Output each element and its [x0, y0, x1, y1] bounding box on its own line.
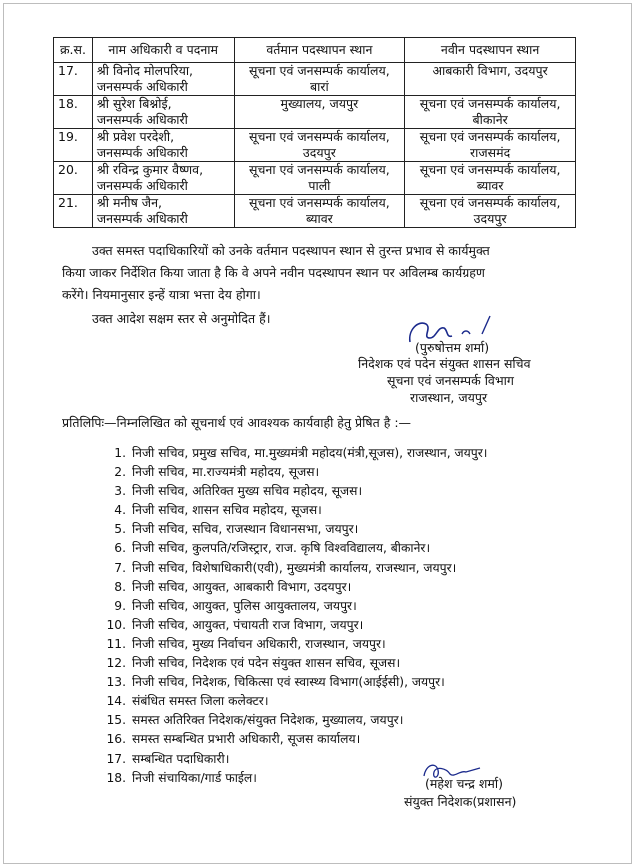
current-city: पाली	[308, 178, 331, 193]
joint-director-title: संयुक्त निदेशक(प्रशासन)	[404, 794, 517, 809]
list-item: 1. निजी सचिव, प्रमुख सचिव, मा.मुख्यमंत्री महोदय(मंत्री,सूजस), राजस्थान, जयपुर।	[114, 446, 488, 460]
list-item: 6. निजी सचिव, कुलपति/रजिस्ट्रार, राज. कृषि विश्वविद्यालय, बीकानेर।	[114, 541, 431, 556]
serial-cell: 17.	[54, 63, 93, 96]
list-item: 10. निजी सचिव, आयुक्त, पंचायती राज विभाग, जयपुर।	[106, 617, 364, 632]
current-city: बारां	[310, 79, 329, 94]
name-cell	[92, 195, 234, 228]
new-city: बीकानेर	[472, 112, 508, 127]
new-city: राजसमंद	[470, 145, 511, 160]
new-city: ब्यावर	[476, 178, 504, 193]
list-item: 18. निजी संचायिका/गार्ड फाईल।	[106, 770, 257, 785]
list-item: 9. निजी सचिव, आयुक्त, पुलिस आयुक्तालय, जयपुर।	[114, 598, 357, 613]
officer-designation: जनसम्पर्क अधिकारी	[96, 211, 188, 226]
list-item: 5. निजी सचिव, सचिव, राजस्थान विधानसभा, जयपुर।	[114, 522, 359, 537]
director-department: सूचना एवं जनसम्पर्क विभाग	[387, 373, 514, 388]
new-office: सूचना एवं जनसम्पर्क कार्यालय,	[419, 162, 561, 177]
serial-cell: 20.	[54, 162, 93, 195]
officer-designation: जनसम्पर्क अधिकारी	[96, 145, 188, 160]
new-office: सूचना एवं जनसम्पर्क कार्यालय,	[419, 129, 561, 144]
copy-to-heading: प्रतिलिपिः—निम्नलिखित को सूचनार्थ एवं आवश्यक कार्यवाही हेतु प्रेषित है :—	[62, 415, 412, 430]
officer-name: श्री मनीष जैन,	[96, 195, 162, 210]
new-office: आबकारी विभाग, उदयपुर	[432, 63, 548, 78]
name-cell	[92, 63, 234, 96]
serial-cell: 21.	[54, 195, 93, 228]
list-item: 17. सम्बन्धित पदाधिकारी।	[106, 751, 230, 766]
director-name: (पुरुषोत्तम शर्मा)	[415, 340, 490, 355]
name-cell	[92, 162, 234, 195]
current-city: उदयपुर	[302, 145, 336, 160]
new-office: सूचना एवं जनसम्पर्क कार्यालय,	[419, 96, 561, 111]
list-item: 2. निजी सचिव, मा.राज्यमंत्री महोदय, सूजस।	[114, 465, 320, 480]
current-posting-cell	[234, 96, 405, 129]
list-item: 16. समस्त सम्बन्धित प्रभारी अधिकारी, सूजस कार्यालय।	[106, 732, 361, 747]
serial-cell: 19.	[54, 129, 93, 162]
officer-designation: जनसम्पर्क अधिकारी	[96, 112, 188, 127]
new-posting-cell	[405, 162, 576, 195]
copy-recipient-list	[104, 444, 487, 788]
director-title: निदेशक एवं पदेन संयुक्त शासन सचिव	[358, 356, 531, 371]
list-item: 7. निजी सचिव, विशेषाधिकारी(एवी), मुख्यमंत्री कार्यालय, राजस्थान, जयपुर।	[114, 560, 457, 575]
officer-designation: जनसम्पर्क अधिकारी	[96, 178, 188, 193]
list-item: 14. संबंधित समस्त जिला कलेक्टर।	[106, 694, 269, 709]
list-item: 15. समस्त अतिरिक्त निदेशक/संयुक्त निदेशक, मुख्यालय, जयपुर।	[106, 713, 404, 728]
list-item: 3. निजी सचिव, अतिरिक्त मुख्य सचिव महोदय, सूजस।	[114, 484, 363, 499]
table-row	[54, 195, 576, 228]
new-posting-cell	[405, 129, 576, 162]
officer-name: श्री प्रवेश परदेशी,	[96, 129, 175, 144]
name-cell	[92, 129, 234, 162]
header-current-posting: वर्तमान पदस्थापन स्थान	[234, 38, 405, 63]
joint-director-name: (महेश चन्द्र शर्मा)	[425, 776, 503, 791]
current-office: मुख्यालय, जयपुर	[280, 96, 359, 111]
list-item: 12. निजी सचिव, निदेशक एवं पदेन संयुक्त शासन सचिव, सूजस।	[106, 656, 401, 671]
relieving-order-line-1: उक्त समस्त पदाधिकारियों को उनके वर्तमान पदस्थापन स्थान से तुरन्त प्रभाव से कार्यमुक्त	[92, 243, 490, 258]
officer-designation: जनसम्पर्क अधिकारी	[96, 79, 188, 94]
transfer-table	[53, 37, 576, 228]
current-office: सूचना एवं जनसम्पर्क कार्यालय,	[249, 195, 390, 210]
list-item: 8. निजी सचिव, आयुक्त, आबकारी विभाग, उदयपुर।	[114, 579, 352, 594]
new-posting-cell	[405, 96, 576, 129]
current-posting-cell	[234, 129, 405, 162]
header-name: नाम अधिकारी व पदनाम	[92, 38, 234, 63]
table-header-row	[54, 38, 576, 63]
header-serial: क्र.स.	[54, 38, 93, 63]
list-item: 4. निजी सचिव, शासन सचिव महोदय, सूजस।	[114, 503, 322, 518]
relieving-order-line-2: किया जाकर निर्देशित किया जाता है कि वे अपने नवीन पदस्थापन स्थान पर अविलम्ब कार्यग्रहण	[62, 265, 485, 280]
new-office: सूचना एवं जनसम्पर्क कार्यालय,	[419, 195, 561, 210]
officer-name: श्री विनोद मोलपरिया,	[96, 63, 194, 78]
list-item: 13. निजी सचिव, निदेशक, चिकित्सा एवं स्वास्थ्य विभाग(आईईसी), जयपुर।	[106, 675, 445, 690]
current-posting-cell	[234, 63, 405, 96]
serial-cell: 18.	[54, 96, 93, 129]
current-posting-cell	[234, 162, 405, 195]
list-item: 11. निजी सचिव, मुख्य निर्वाचन अधिकारी, राजस्थान, जयपुर।	[106, 636, 386, 651]
table-row	[54, 162, 576, 195]
new-city: उदयपुर	[473, 211, 507, 226]
officer-name: श्री रविन्द्र कुमार वैष्णव,	[96, 162, 204, 177]
director-place: राजस्थान, जयपुर	[410, 390, 488, 405]
header-new-posting: नवीन पदस्थापन स्थान	[405, 38, 576, 63]
current-office: सूचना एवं जनसम्पर्क कार्यालय,	[249, 63, 390, 78]
relieving-order-line-3: करेंगे। नियमानुसार इन्हें यात्रा भत्ता देय होगा।	[62, 287, 261, 302]
current-city: ब्यावर	[306, 211, 333, 226]
table-row	[54, 129, 576, 162]
officer-name: श्री सुरेश बिश्नोई,	[96, 96, 172, 111]
table-row	[54, 96, 576, 129]
table-row	[54, 63, 576, 96]
new-posting-cell	[405, 195, 576, 228]
current-office: सूचना एवं जनसम्पर्क कार्यालय,	[249, 162, 390, 177]
current-office: सूचना एवं जनसम्पर्क कार्यालय,	[249, 129, 390, 144]
current-posting-cell	[234, 195, 405, 228]
new-posting-cell	[405, 63, 576, 96]
approval-note: उक्त आदेश सक्षम स्तर से अनुमोदित हैं।	[92, 311, 271, 326]
name-cell	[92, 96, 234, 129]
